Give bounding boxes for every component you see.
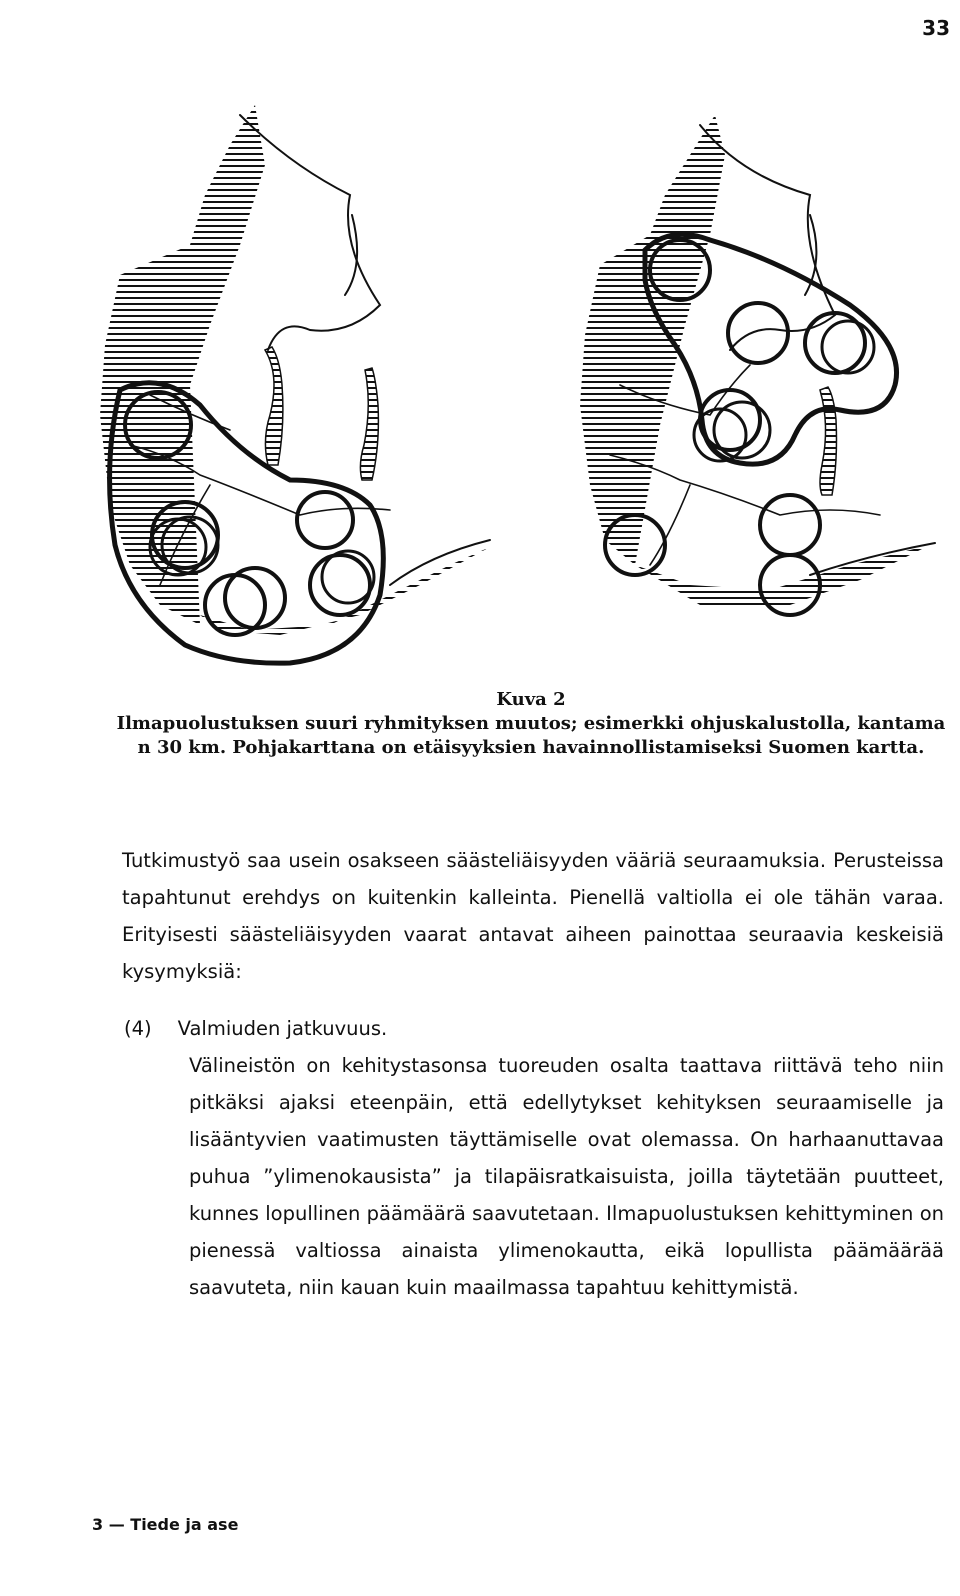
left-coast-tail bbox=[390, 540, 490, 585]
section-4 bbox=[124, 1010, 944, 1306]
left-west-coast bbox=[100, 105, 265, 625]
right-range-circle bbox=[760, 495, 820, 555]
figure-caption bbox=[110, 688, 952, 760]
section-title: Valmiuden jatkuvuus. bbox=[177, 1017, 388, 1040]
figure-maps bbox=[90, 85, 940, 685]
page-number: 33 bbox=[922, 16, 950, 40]
section-heading bbox=[124, 1010, 944, 1047]
finland-maps-illustration bbox=[90, 85, 940, 685]
left-range-circle bbox=[225, 568, 285, 628]
section-number: (4) bbox=[124, 1017, 152, 1040]
left-south-coast bbox=[200, 547, 490, 635]
right-lake-1 bbox=[820, 387, 837, 495]
body-paragraph: Tutkimustyö saa usein osakseen säästeliäisyyden vääriä seuraamuksia. Perusteissa tapahtunut erehdys on kuitenkin kalleinta. Pienellä valtiolla ei ole tähän varaa. Erityisesti säästeliäisyyden vaarat antavat aiheen painottaa seuraavia keskeisiä kysymyksiä: bbox=[122, 849, 944, 983]
left-range-circle bbox=[322, 551, 374, 603]
left-range-circle bbox=[297, 492, 353, 548]
right-range-circle bbox=[700, 390, 760, 450]
section-text: Välineistön on kehitystasonsa tuoreuden osalta taattava riittävä teho niin pitkäksi ajaksi eteenpäin, että edellytykset kehityksen seuraamiselle ja lisääntyvien vaatimusten täyttämiselle ovat olemassa. On harhaanuttavaa puhua ”ylimenokausista” ja tilapäisratkaisuista, joilla täytetään puutteet, kunnes lopullinen päämäärä saavutetaan. Ilmapuolustuksen kehittyminen on pienessä valtiossa ainaista ylimenokautta, eikä lopullista päämäärää saavuteta, niin kauan kuin maailmassa tapahtuu kehittymistä. bbox=[189, 1054, 944, 1299]
figure-caption-text: Ilmapuolustuksen suuri ryhmityksen muutos; esimerkki ohjuskalustolla, kantama n 30 km. Pohjakarttana on etäisyyksien havainnollistamiseksi Suomen kartta. bbox=[116, 713, 946, 758]
right-range-circle bbox=[728, 303, 788, 363]
figure-label: Kuva 2 bbox=[496, 689, 566, 710]
page-footer: 3 — Tiede ja ase bbox=[92, 1515, 239, 1534]
left-lake-1 bbox=[265, 347, 283, 465]
left-lake-2 bbox=[360, 368, 378, 480]
right-west-coast bbox=[580, 115, 725, 565]
right-map bbox=[580, 115, 935, 615]
left-map bbox=[100, 105, 490, 663]
left-range-circle bbox=[310, 555, 370, 615]
